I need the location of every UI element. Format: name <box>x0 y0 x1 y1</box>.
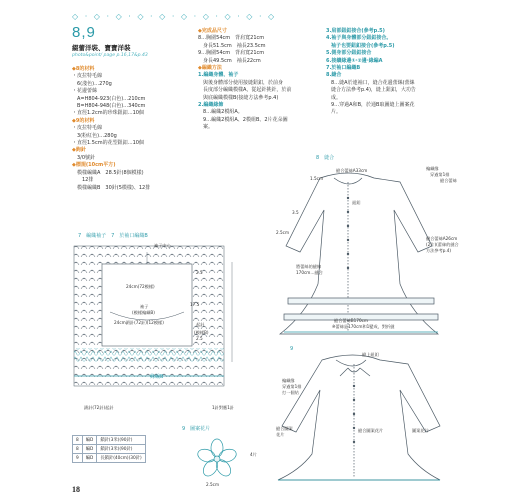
tie-note-9: 穿過第1排 <box>282 384 302 389</box>
photo-reference: photo&point/ page p.16,17&p.43 <box>72 53 148 58</box>
pattern-b-note: (模樣B) <box>194 330 209 335</box>
dimension-c: 2.5 <box>196 336 203 341</box>
material-line: ・花邊蕾絲 <box>72 88 98 95</box>
size-line: 身長49.5cm 袖長22cm <box>198 57 261 64</box>
step-line: 9…編織2模組A、2模組B、2片花朵圖 <box>198 116 288 123</box>
edge-b-label: 緣編B <box>150 374 164 380</box>
finishing-column <box>326 28 416 117</box>
step-line: 縫合方法參考p.4)，縫上鈕釦，大功告 <box>326 87 416 94</box>
lace-thread-note: 將蕾絲的縫線 <box>296 264 322 269</box>
pattern-number: 8,9 <box>72 24 96 41</box>
sleeve-chain-note: 24cm鎖針(72針)(12模樣) <box>114 320 164 325</box>
pattern-title: 綴蕾洋裝、寶寶洋裝 <box>72 44 131 52</box>
tie-note: 穿過第1排 <box>430 172 450 177</box>
table-row <box>73 454 146 463</box>
table-cell: 8 <box>73 445 83 454</box>
lace-note: 縫合蕾絲 <box>440 178 457 183</box>
material-line: ・直徑1.5cm的花型鈕釦…10個 <box>72 140 144 147</box>
step-line: 長度部分編織模樣A，從起針挑針，於前 <box>198 87 292 94</box>
step-heading: 5.側身部分鈕釦接合 <box>326 50 372 57</box>
step-line: 案。 <box>198 124 214 131</box>
table-cell: 鎖針(3米)(90針) <box>97 436 145 445</box>
sleeve-diagram-title: 7 編織袖子 7 於袖口編織B <box>78 233 148 239</box>
step-line: 袖子也要鈕釦接合(參考p.5) <box>326 42 395 49</box>
table-cell: 編D <box>82 445 97 454</box>
dimension-a: 2.5 <box>196 270 203 275</box>
stitch-note: 1針對應1針 <box>212 405 235 410</box>
sleeve-label: 袖子 <box>140 304 149 309</box>
gauge-line: 模樣編織A 28.5針(8個模樣) <box>72 169 144 176</box>
table-row <box>73 436 146 445</box>
instructions-column <box>198 28 291 132</box>
dimension-b: 17.5 <box>190 302 200 307</box>
step-heading: 4.袖子與身體部分鈕釦接合。 <box>326 35 392 42</box>
table-cell: 8 <box>73 436 83 445</box>
material-line: ・皮拉特毛線 <box>72 73 103 80</box>
material-line: ・皮拉特毛線 <box>72 125 103 132</box>
motif-sew-note: 縫合圖案花片 <box>358 428 384 433</box>
gauge-line: 模樣編織B 30針(5模樣)、12排 <box>72 184 151 191</box>
step-line: 成。 <box>326 94 342 101</box>
material-line: A=H804-923(白色)…210cm <box>72 95 146 102</box>
materials-9-heading: ◆9的材料 <box>72 117 95 124</box>
step-heading: 6.接續緣邊①·②邊·緣編A <box>326 57 383 64</box>
decorative-dots: ◇ · ◇ · ◇ · ◇ · ◇ · ◇ · ◇ · ◇ · ◇ · ◇ <box>72 12 277 21</box>
lace-thread-note: 170cm…縫合 <box>296 270 323 275</box>
step-heading: 8.縫合 <box>326 72 342 79</box>
sleeve-chart-diagram <box>72 242 252 392</box>
size-line: 身長51.5cm 袖長23.5cm <box>198 42 266 49</box>
step-line: 8…縫A於連袖口，縫合花邊蕾絲(蕾絲 <box>326 79 415 86</box>
table-cell: 9 <box>73 454 83 463</box>
step-line: 片。 <box>326 109 342 116</box>
step-heading: 1.編織身體、袖子 <box>198 72 239 79</box>
flower-size: 2.5cm <box>206 482 220 487</box>
size-heading: ◆完成品尺寸 <box>198 28 227 34</box>
method-heading: ◆編織方法 <box>198 65 222 72</box>
motif-sew-note: 縫合圖案 <box>276 426 293 431</box>
sleeve-center-note: 袖子中心 <box>154 243 171 248</box>
button-note-9: 縫上鈕釦 <box>362 352 379 357</box>
chain-start-note: 鎖針(72針)起針 <box>84 405 114 410</box>
table-cell: 長鎖針(40cm)(30針) <box>97 454 145 463</box>
flower-motif-title: 9 圖案花片 <box>182 426 211 432</box>
material-line: ・直徑1.2cm的珍珠鈕釦…10個 <box>72 110 144 117</box>
step-line: 9…穿過A和B，於通B取圖縫上圖案花 <box>326 102 415 109</box>
dress-9-title: 9 <box>290 346 294 352</box>
table-cell: 編D <box>82 436 97 445</box>
sleeve-width-note: 24cm(72模樣) <box>126 284 155 289</box>
table-row <box>73 445 146 454</box>
dim-label: 3.5 <box>292 210 299 215</box>
material-line: B=H804-948(白色)…340cm <box>72 103 146 110</box>
material-line: 6(淺色)…270g <box>72 80 112 87</box>
lace-b-note: 縫合蕾絲B170cm <box>334 318 368 323</box>
dim-label: 1.5cm <box>310 176 324 181</box>
gauge-line: 12排 <box>72 177 94 184</box>
lace-a-cuff-note: 縫合蕾絲A26cm <box>426 236 458 241</box>
lace-b-note: ※蕾絲是170cm和1變成，對折縫 <box>332 324 395 329</box>
dress-9-diagram <box>262 346 462 486</box>
step-heading: 2.編織緣飾 <box>198 102 224 109</box>
size-line: 9…胸圍54cm 背肩寬21cm <box>198 50 265 57</box>
sewing-diagram-title: 8 縫合 <box>316 155 335 161</box>
tie-note-9: 打一個結 <box>282 390 299 395</box>
sleeve-pattern-label: (模樣編織B) <box>132 310 155 315</box>
dim-label: 2.5cm <box>276 230 290 235</box>
material-line: 3(粉紅色)…280g <box>72 132 117 139</box>
step-line: 與後身體部分使用接縫鈕釦，於前身 <box>198 79 284 86</box>
table-cell: 編D <box>82 454 97 463</box>
size-line: 8…胸圍54cm 背肩寬21cm <box>198 35 265 42</box>
tie-note-9: 編織緣 <box>282 378 295 383</box>
step-heading: 7.於袖口編織B <box>326 65 361 72</box>
materials-column <box>72 66 150 192</box>
step-line: 8…編織2模組A。 <box>198 109 243 116</box>
materials-8-heading: ◆8的材料 <box>72 66 95 72</box>
step-heading: 3.肩部鈕釦接合(參考p.5) <box>326 28 385 34</box>
tie-note: 編織緣 <box>426 166 439 171</box>
color-table <box>72 435 146 463</box>
page-number: 18 <box>72 485 80 494</box>
hook-line: 3/0號針 <box>72 154 96 161</box>
step-line: 與底編織模樣B(接縫方法參考p.4) <box>198 94 279 101</box>
button-note: 鈕釦 <box>352 200 361 205</box>
hook-heading: ◆鉤針 <box>72 147 86 154</box>
start-note: 起針 <box>196 322 205 327</box>
lace-a-cuff-note: 方法參考p.4) <box>426 248 452 253</box>
flower-motif-diagram <box>192 438 242 480</box>
lace-a-cuff-note: (2片)(蕾絲的縫合 <box>426 242 459 247</box>
gauge-heading: ◆標規(10cm平方) <box>72 162 116 169</box>
motif-note: 圖案花片 <box>412 428 429 433</box>
flower-count: 4片 <box>250 452 257 457</box>
lace-a-note: 縫合蕾絲A33cm <box>336 168 368 173</box>
table-cell: 鎖針(3米)(90針) <box>97 445 145 454</box>
motif-sew-note: 花片 <box>276 432 285 437</box>
